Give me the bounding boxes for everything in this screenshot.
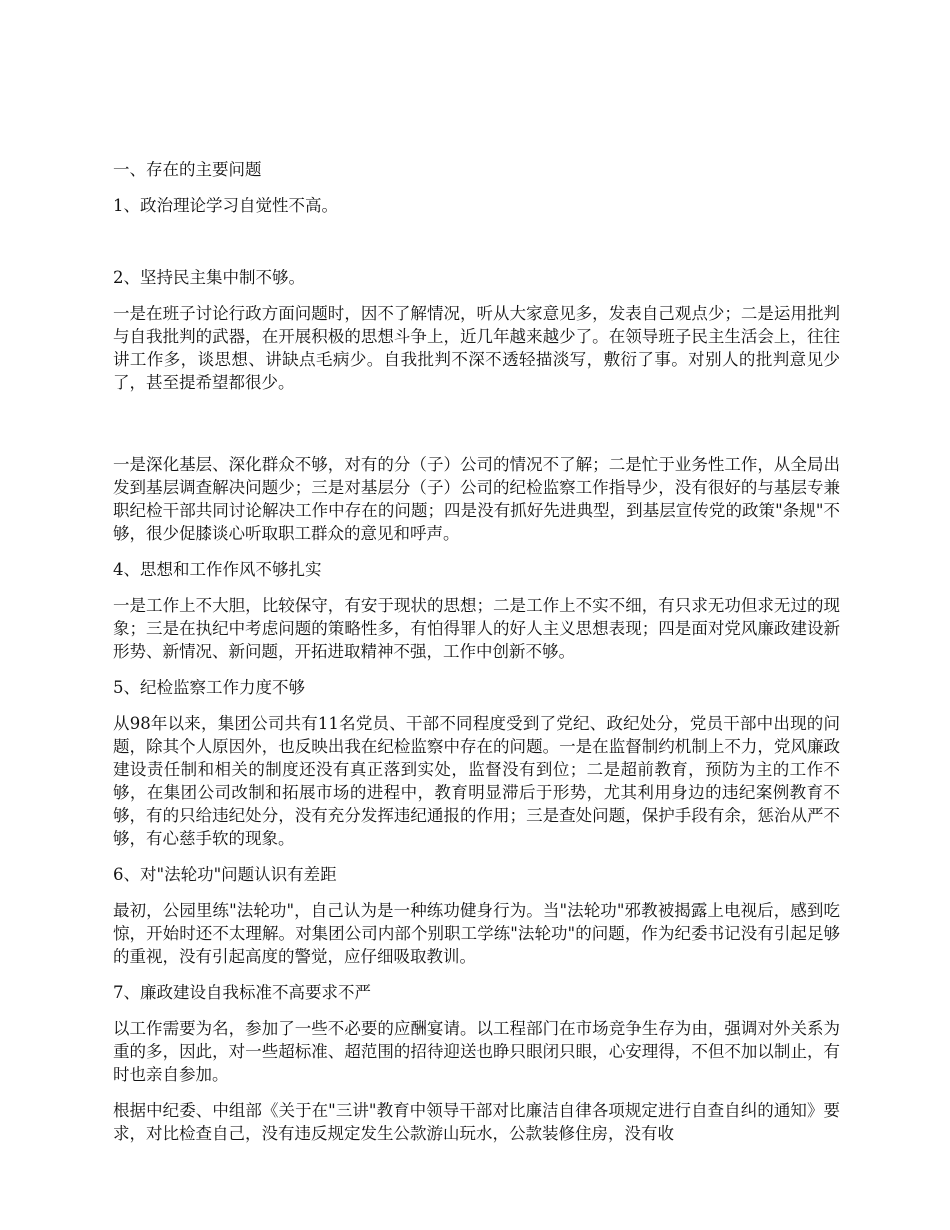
item1-heading: 1、政治理论学习自觉性不高。 — [113, 196, 338, 215]
section-title: 一、存在的主要问题 — [113, 160, 262, 179]
item2-heading: 2、坚持民主集中制不够。 — [113, 268, 305, 287]
item6-body: 最初，公园里练"法轮功"，自己认为是一种练功健身行为。当"法轮功"邪教被揭露上电视后，感到吃惊，开始时还不太理解。对集团公司内部个别职工学练"法轮功"的问题，作为纪委书记没有引起足够的重视，没有引起高度的警觉，应仔细吸取教训。 — [113, 901, 840, 966]
blank-gap — [113, 407, 840, 453]
item6-heading: 6、对"法轮功"问题认识有差距 — [113, 865, 337, 884]
item2-body: 一是在班子讨论行政方面问题时，因不了解情况，听从大家意见多，发表自己观点少；二是运用批判与自我批判的武器，在开展积极的思想斗争上，近几年越来越少了。在领导班子民主生活会上，往往讲工作多，谈思想、讲缺点毛病少。自我批判不深不透轻描淡写，敷衍了事。对别人的批判意见少了，甚至提希望都很少。 — [113, 304, 840, 392]
item5-heading: 5、纪检监察工作力度不够 — [113, 678, 305, 697]
blank-gap — [113, 230, 840, 266]
item7-body: 以工作需要为名，参加了一些不必要的应酬宴请。以工程部门在市场竞争生存为由，强调对外关系为重的多，因此，对一些超标准、超范围的招待迎送也睁只眼闭只眼，心安理得，不但不加以制止，有时也亲自参加。 — [113, 1019, 840, 1084]
item4-heading: 4、思想和工作作风不够扎实 — [113, 560, 322, 579]
item5-body: 从98年以来，集团公司共有11名党员、干部不同程度受到了党纪、政纪处分，党员干部中出现的问题，除其个人原因外，也反映出我在纪检监察中存在的问题。一是在监督制约机制上不力，党风廉政建设责任制和相关的制度还没有真正落到实处，监督没有到位；二是超前教育，预防为主的工作不够，在集团公司改制和拓展市场的进程中，教育明显滞后于形势，尤其利用身边的违纪案例教育不够，有的只给违纪处分，没有充分发挥违纪通报的作用；三是查处问题，保护手段有余，惩治从严不够，有心慈手软的现象。 — [113, 714, 840, 848]
item4-body: 一是工作上不大胆，比较保守，有安于现状的思想；二是工作上不实不细，有只求无功但求无过的现象；三是在执纪中考虑问题的策略性多，有怕得罪人的好人主义思想表现；四是面对党风廉政建设新形势、新情况、新问题，开拓进取精神不强，工作中创新不够。 — [113, 596, 840, 661]
item7-heading: 7、廉政建设自我标准不高要求不严 — [113, 983, 371, 1002]
item3-body: 一是深化基层、深化群众不够，对有的分（子）公司的情况不了解；二是忙于业务性工作，从全局出发到基层调查解决问题少；三是对基层分（子）公司的纪检监察工作指导少，没有很好的与基层专兼职纪检干部共同讨论解决工作中存在的问题；四是没有抓好先进典型，到基层宣传党的政策"条规"不够，很少促膝谈心听取职工群众的意见和呼声。 — [113, 455, 840, 543]
closing-body: 根据中纪委、中组部《关于在"三讲"教育中领导干部对比廉洁自律各项规定进行自查自纠的通知》要求，对比检查自己，没有违反规定发生公款游山玩水，公款装修住房，没有收 — [113, 1101, 840, 1143]
document-body — [113, 158, 840, 1158]
